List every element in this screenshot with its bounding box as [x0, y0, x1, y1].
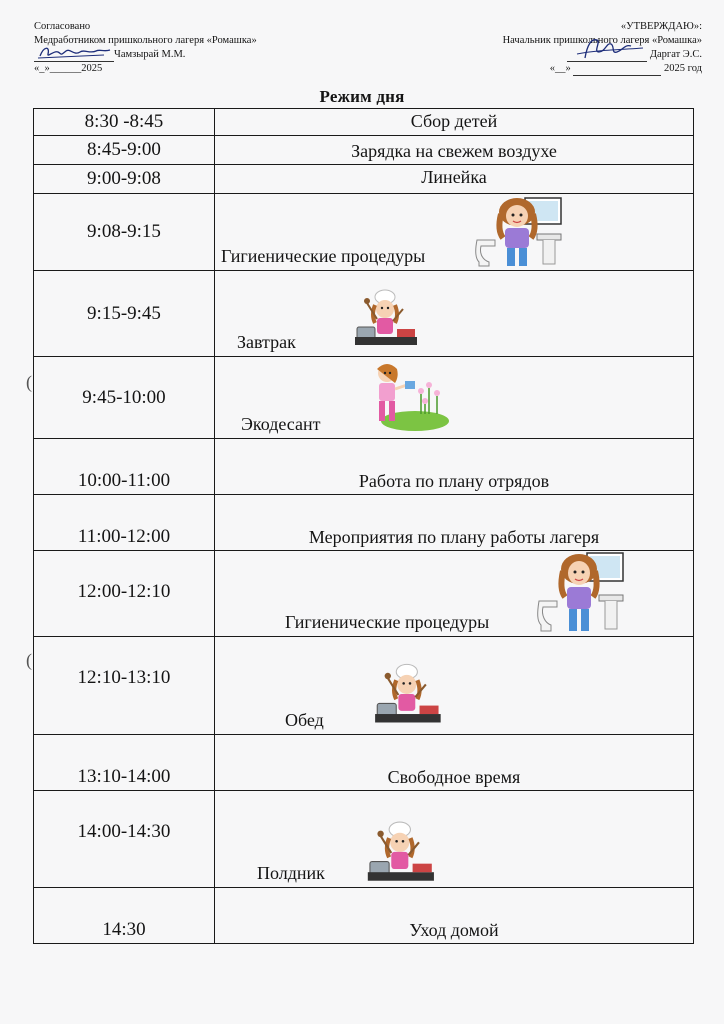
- time-cell: 9:15-9:45: [34, 271, 215, 357]
- activity-cell: Уход домой: [215, 888, 694, 944]
- activity-label: Гигиенические процедуры: [221, 246, 426, 266]
- activity-cell: [215, 791, 694, 888]
- approval-left-position: Медработником пришкольного лагеря «Ромашка»: [34, 35, 257, 46]
- activity-cell: Свободное время: [215, 735, 694, 791]
- time-cell: 9:08-9:15: [34, 194, 215, 271]
- activity-label: Гигиенические процедуры: [285, 612, 490, 632]
- time-cell: 9:45-10:00: [34, 357, 215, 439]
- activity-label: Обед: [285, 710, 324, 730]
- time-cell: 8:30 -8:45: [34, 109, 215, 136]
- table-row: [34, 637, 694, 735]
- table-row: [34, 439, 694, 495]
- chef-cooking-icon: [365, 821, 441, 885]
- signature-line-left: [34, 50, 114, 62]
- table-row: [34, 136, 694, 165]
- girl-washing-icon: [473, 196, 565, 268]
- time-cell: 10:00-11:00: [34, 439, 215, 495]
- handwritten-signature-left-icon: [34, 42, 114, 62]
- activity-label: Экодесант: [241, 414, 321, 434]
- time-cell: 12:00-12:10: [34, 551, 215, 637]
- approval-left-name: Чамзырай М.М.: [114, 49, 186, 60]
- approval-right-name: Даргат Э.С.: [649, 49, 702, 60]
- table-row: [34, 791, 694, 888]
- girl-watering-flowers-icon: [367, 361, 449, 433]
- chef-cooking-icon: [353, 289, 423, 349]
- activity-cell: [215, 637, 694, 735]
- chef-cooking-icon: [373, 663, 447, 727]
- approval-block-left: [34, 20, 354, 76]
- time-cell: 13:10-14:00: [34, 735, 215, 791]
- table-row: [34, 109, 694, 136]
- signature-line-right: [567, 50, 647, 62]
- punch-hole-mark: (: [26, 372, 32, 392]
- table-row: [34, 551, 694, 637]
- punch-hole-mark: (: [26, 650, 32, 670]
- approval-block-right: [372, 20, 702, 76]
- approval-left-date: «_»______2025: [34, 63, 103, 74]
- time-cell: 14:00-14:30: [34, 791, 215, 888]
- approval-right-heading: «УТВЕРЖДАЮ»:: [620, 21, 702, 32]
- approval-right-date-prefix: «__»: [549, 63, 571, 74]
- girl-washing-icon: [535, 551, 627, 635]
- table-row: [34, 495, 694, 551]
- activity-cell: [215, 551, 694, 637]
- approval-left-heading: Согласовано: [34, 21, 91, 32]
- table-row: [34, 357, 694, 439]
- approval-right-date-suffix: 2025 год: [664, 63, 702, 74]
- activity-cell: Мероприятия по плану работы лагеря: [215, 495, 694, 551]
- activity-cell: Линейка: [215, 165, 694, 194]
- approval-right-position: Начальник пришкольного лагеря «Ромашка»: [502, 35, 702, 46]
- table-row: [34, 735, 694, 791]
- handwritten-signature-right-icon: [567, 32, 647, 62]
- activity-label: Завтрак: [237, 332, 296, 352]
- table-row: [34, 271, 694, 357]
- time-cell: 12:10-13:10: [34, 637, 215, 735]
- activity-cell: Сбор детей: [215, 109, 694, 136]
- page-title: Режим дня: [319, 87, 405, 106]
- schedule-table: [33, 108, 694, 944]
- activity-cell: [215, 357, 694, 439]
- time-cell: 9:00-9:08: [34, 165, 215, 194]
- time-cell: 8:45-9:00: [34, 136, 215, 165]
- date-blank-line: [573, 65, 661, 76]
- time-cell: 11:00-12:00: [34, 495, 215, 551]
- activity-label: Полдник: [257, 863, 325, 883]
- time-cell: 14:30: [34, 888, 215, 944]
- activity-cell: [215, 194, 694, 271]
- table-row: [34, 165, 694, 194]
- table-row: [34, 888, 694, 944]
- activity-cell: [215, 271, 694, 357]
- activity-cell: Работа по плану отрядов: [215, 439, 694, 495]
- table-row: [34, 194, 694, 271]
- activity-cell: Зарядка на свежем воздухе: [215, 136, 694, 165]
